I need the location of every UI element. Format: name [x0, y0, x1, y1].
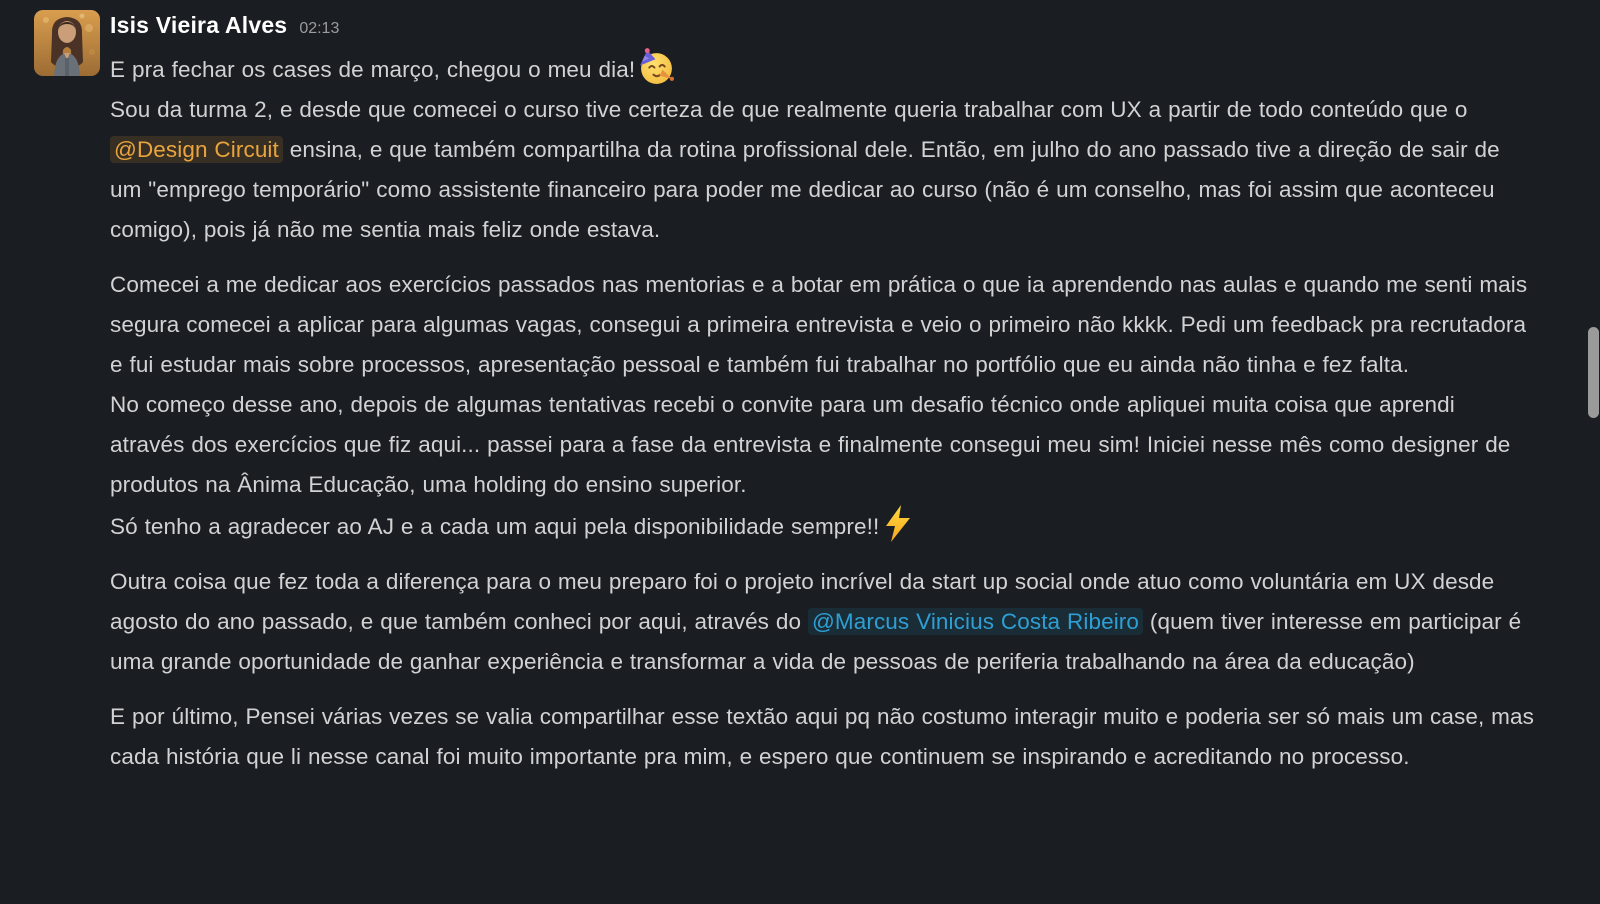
timestamp[interactable]: 02:13 [299, 20, 340, 37]
paragraph [110, 265, 1534, 547]
paragraph [110, 48, 1534, 250]
message-text: Sou da turma 2, e desde que comecei o curso tive certeza de que realmente queria trabalhar com UX a partir de todo conteúdo que o [110, 97, 1468, 122]
message-text: Outra coisa que fez toda a diferença para o meu preparo foi o projeto incrível da start up social onde atuo como voluntária em UX desde agosto do ano passado, e que também conheci por aqui, através do [110, 569, 1495, 634]
message-text: E pra fechar os cases de março, chegou o meu dia! [110, 57, 636, 82]
message-text: E por último, Pensei várias vezes se valia compartilhar esse textão aqui pq não costumo interagir muito e poderia ser só mais um case, mas cada história que li nesse canal foi muito importante pra mim, e espero que continuem se inspirando e acreditando no processo. [110, 704, 1534, 769]
paragraph [110, 697, 1534, 777]
mention-marcus-vinicius-costa-ribeiro[interactable]: @Marcus Vinicius Costa Ribeiro [808, 608, 1143, 635]
message-text: Só tenho a agradecer ao AJ e a cada um aqui pela disponibilidade sempre!! [110, 514, 880, 539]
author-name[interactable]: Isis Vieira Alves [110, 12, 288, 38]
high-voltage-emoji [882, 505, 919, 542]
message-text: ensina, e que também compartilha da rotina profissional dele. Então, em julho do ano passado tive a direção de sair de um "emprego temporário" como assistente financeiro para poder me dedicar ao curso (não é um conselho, mas foi assim que aconteceu comigo), pois já não me sentia mais feliz onde estava. [110, 137, 1500, 242]
message-text: No começo desse ano, depois de algumas tentativas recebi o convite para um desafio técnico onde apliquei muita coisa que aprendi através dos exercícios que fiz aqui... passei para a fase da entrevista e finalmente consegui meu sim! Iniciei nesse mês como designer de produtos na Ânima Educação, uma holding do ensino superior. [110, 392, 1511, 497]
mention-design-circuit[interactable]: @Design Circuit [110, 136, 283, 163]
message-text: (quem tiver interesse em participar é uma grande oportunidade de ganhar experiência e transformar a vida de pessoas de periferia trabalhando na área da educação) [110, 609, 1522, 674]
message-text: Comecei a me dedicar aos exercícios passados nas mentorias e a botar em prática o que ia aprendendo nas aulas e quando me senti mais segura comecei a aplicar para algumas vagas, consegui a primeira entrevista e veio o primeiro não kkkk. Pedi um feedback pra recrutadora e fui estudar mais sobre processos, apresentação pessoal e também fui trabalhar no portfólio que eu ainda não tinha e fez falta. [110, 272, 1528, 377]
message-header [110, 12, 1534, 48]
message-body [110, 48, 1534, 777]
paragraph [110, 562, 1534, 682]
scrollbar-thumb[interactable] [1588, 327, 1599, 418]
partying-face-emoji [638, 48, 675, 85]
avatar[interactable] [34, 10, 100, 76]
